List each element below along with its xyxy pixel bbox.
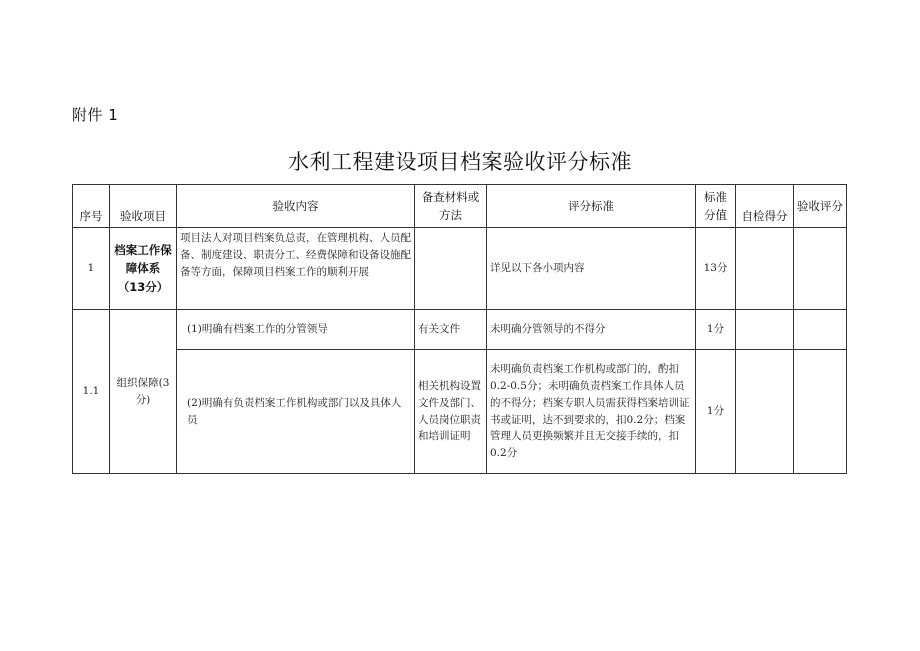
row-criteria: 未明确负责档案工作机构或部门的，酌扣0.2-0.5分；未明确负责档案工作具体人员的不得分；档案专职人员需获得档案培训证书或证明，达不到要求的，扣0.2分；档案管理人员更换频繁并且无交接手续的，扣0.2分: [487, 350, 696, 474]
row-materials: 有关文件: [415, 310, 487, 350]
row-criteria: 详见以下各小项内容: [487, 228, 696, 310]
row-score: 1分: [696, 350, 736, 474]
row-score: 1分: [696, 310, 736, 350]
row-seq: 1: [73, 228, 110, 310]
header-acceptance-score: 验收评分: [794, 185, 847, 228]
row-seq: 1.1: [73, 310, 110, 474]
row-materials: 相关机构设置文件及部门、人员岗位职责和培训证明: [415, 350, 487, 474]
row-self-score: [736, 310, 794, 350]
table-row: [73, 350, 847, 474]
header-self-score: 自检得分: [736, 185, 794, 228]
scoring-table: [72, 184, 847, 474]
row-acceptance-score: [794, 350, 847, 474]
row-item: 档案工作保障体系（13分）: [110, 228, 177, 310]
row-content: 项目法人对项目档案负总责，在管理机构、人员配备、制度建设、职责分工、经费保障和设备设施配备等方面，保障项目档案工作的顺利开展: [177, 228, 415, 310]
row-score: 13分: [696, 228, 736, 310]
table-row: [73, 310, 847, 350]
header-seq: 序号: [73, 185, 110, 228]
header-standard-score: 标准分值: [696, 185, 736, 228]
row-self-score: [736, 350, 794, 474]
attachment-label: 附件 1: [72, 106, 119, 124]
header-row: [73, 185, 847, 228]
row-content: (2)明确有负责档案工作机构或部门以及具体人员: [177, 350, 415, 474]
row-item: 组织保障(3分): [110, 310, 177, 474]
row-materials: [415, 228, 487, 310]
header-criteria: 评分标准: [487, 185, 696, 228]
header-materials: 备查材料或方法: [415, 185, 487, 228]
row-acceptance-score: [794, 310, 847, 350]
row-content: (1)明确有档案工作的分管领导: [177, 310, 415, 350]
document-title: 水利工程建设项目档案验收评分标准: [288, 150, 632, 174]
row-criteria: 未明确分管领导的不得分: [487, 310, 696, 350]
row-acceptance-score: [794, 228, 847, 310]
header-item: 验收项目: [110, 185, 177, 228]
table-row: [73, 228, 847, 310]
header-content: 验收内容: [177, 185, 415, 228]
row-self-score: [736, 228, 794, 310]
